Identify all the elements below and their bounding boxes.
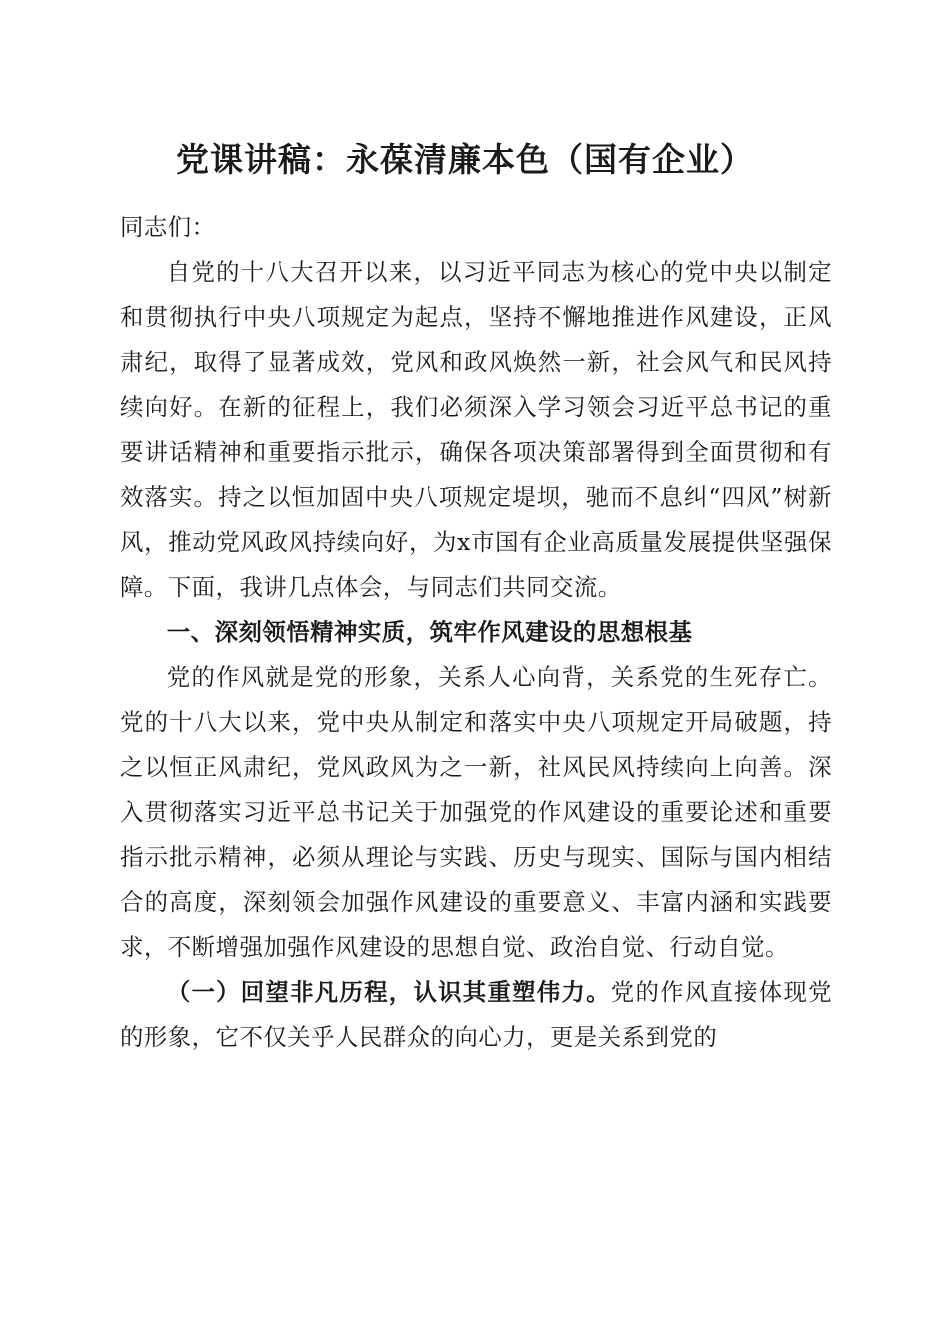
document-body xyxy=(120,205,832,1060)
section-heading: 一、深刻领悟精神实质，筑牢作风建设的思想根基 xyxy=(166,618,693,646)
subsection-paragraph xyxy=(120,970,832,1060)
section-paragraph: 党的作风就是党的形象，关系人心向背，关系党的生死存亡。党的十八大以来，党中央从制定和落实中央八项规定开局破题，持之以恒正风肃纪，党风政风为之一新，社风民风持续向上向善。深入贯彻落实习近平总书记关于加强党的作风建设的重要论述和重要指示批示精神，必须从理论与实践、历史与现实、国际与国内相结合的高度，深刻领会加强作风建设的重要意义、丰富内涵和实践要求，不断增强加强作风建设的思想自觉、政治自觉、行动自觉。 xyxy=(120,663,832,961)
document-title: 党课讲稿：永葆清廉本色（国有企业） xyxy=(176,140,754,179)
intro-paragraph: 自党的十八大召开以来，以习近平同志为核心的党中央以制定和贯彻执行中央八项规定为起点，坚持不懈地推进作风建设，正风肃纪，取得了显著成效，党风和政风焕然一新，社会风气和民风持续向好。在新的征程上，我们必须深入学习领会习近平总书记的重要讲话精神和重要指示批示，确保各项决策部署得到全面贯彻和有效落实。持之以恒加固中央八项规定堤坝，驰而不息纠“四风”树新风，推动党风政风持续向好，为x市国有企业高质量发展提供坚强保障。下面，我讲几点体会，与同志们共同交流。 xyxy=(120,258,832,601)
salutation: 同志们： xyxy=(120,213,216,241)
subsection-lead: （一）回望非凡历程，认识其重塑伟力。 xyxy=(166,978,611,1006)
subsection-text: 党的作风直接体现党的形象，它不仅关乎人民群众的向心力，更是关系到党的 xyxy=(120,978,832,1051)
